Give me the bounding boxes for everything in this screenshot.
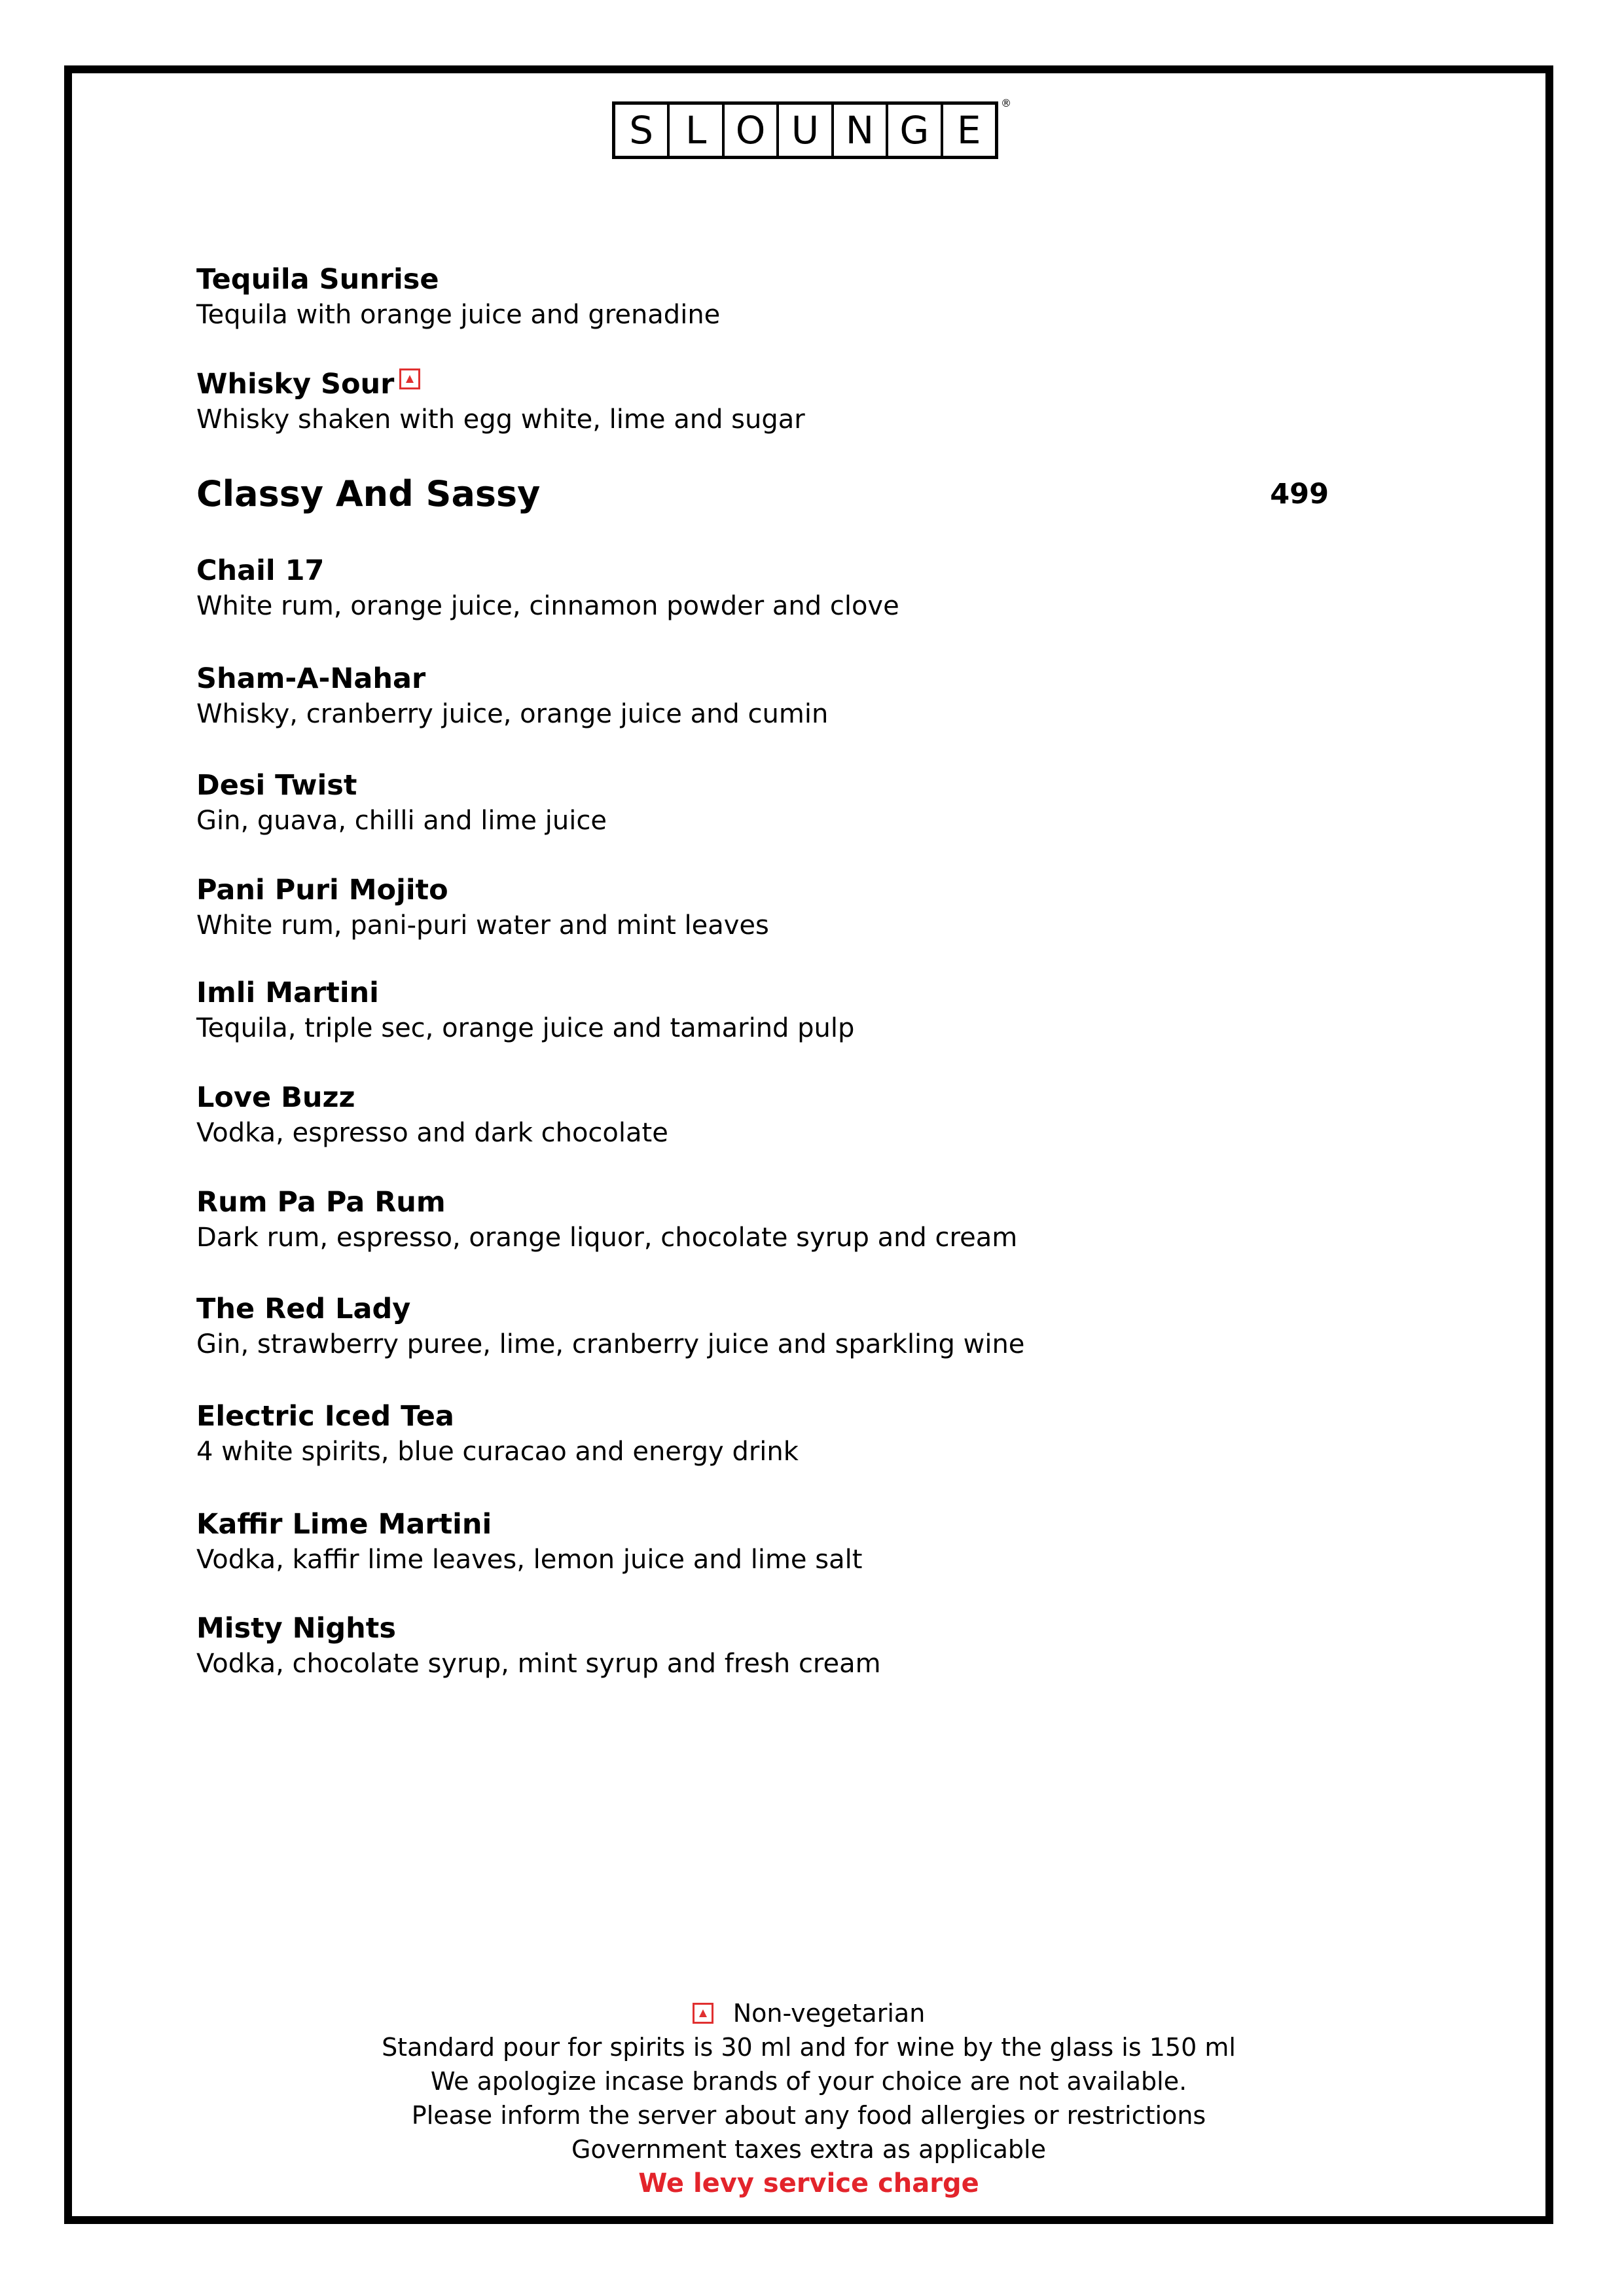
- item-description: Vodka, kaffir lime leaves, lemon juice and lime salt: [196, 1545, 863, 1575]
- non-veg-icon: [693, 2003, 713, 2024]
- section-price: 499: [1270, 478, 1329, 511]
- menu-item: [196, 975, 854, 1046]
- item-name: Misty Nights: [196, 1612, 396, 1645]
- registered-mark: ®: [1001, 97, 1011, 109]
- item-description: Vodka, espresso and dark chocolate: [196, 1118, 668, 1148]
- item-name: Chail 17: [196, 554, 325, 587]
- item-name: Sham-A-Nahar: [196, 662, 426, 695]
- menu-item: [196, 367, 805, 437]
- item-description: Whisky shaken with egg white, lime and sugar: [196, 404, 805, 435]
- item-description: Vodka, chocolate syrup, mint syrup and fresh cream: [196, 1649, 881, 1679]
- service-charge-notice: We levy service charge: [638, 2168, 979, 2198]
- legend-label: Non-vegetarian: [732, 1999, 926, 2028]
- footer-line: Please inform the server about any food allergies or restrictions: [411, 2101, 1206, 2130]
- item-name: Tequila Sunrise: [196, 263, 439, 296]
- section-title: Classy And Sassy: [196, 473, 541, 514]
- logo-letter: G: [888, 105, 943, 156]
- item-name: Kaffir Lime Martini: [196, 1508, 492, 1541]
- menu-item: [196, 661, 828, 732]
- menu-item: [196, 872, 769, 943]
- footer-notes: [64, 1996, 1553, 2200]
- item-name: The Red Lady: [196, 1293, 411, 1325]
- logo-letter: S: [615, 105, 670, 156]
- footer-line: We apologize incase brands of your choice are not available.: [430, 2067, 1187, 2096]
- menu-item: [196, 262, 720, 332]
- item-description: Gin, guava, chilli and lime juice: [196, 806, 607, 836]
- item-name: Desi Twist: [196, 769, 357, 802]
- section-header: [196, 471, 1329, 517]
- item-name: Imli Martini: [196, 977, 379, 1009]
- footer-line: Government taxes extra as applicable: [571, 2135, 1046, 2164]
- logo-letter: N: [834, 105, 888, 156]
- non-veg-icon: [399, 368, 420, 389]
- menu-item: [196, 1080, 668, 1151]
- item-name: Pani Puri Mojito: [196, 874, 448, 906]
- menu-item: [196, 1507, 862, 1577]
- brand-logo: [612, 101, 998, 159]
- non-veg-legend: [64, 1996, 1553, 2030]
- item-description: White rum, orange juice, cinnamon powder and clove: [196, 591, 899, 621]
- menu-item: [196, 1291, 1024, 1362]
- item-name: Whisky Sour: [196, 368, 395, 401]
- footer-line: Standard pour for spirits is 30 ml and for wine by the glass is 150 ml: [382, 2033, 1236, 2062]
- logo-letter: E: [956, 108, 981, 152]
- item-name-row: [196, 367, 805, 402]
- item-description: Whisky, cranberry juice, orange juice and cumin: [196, 699, 829, 729]
- logo-letter: U: [779, 105, 833, 156]
- menu-item: [196, 1399, 799, 1469]
- menu-item: [196, 553, 899, 624]
- item-description: Tequila with orange juice and grenadine: [196, 300, 721, 330]
- item-description: 4 white spirits, blue curacao and energy drink: [196, 1437, 799, 1467]
- item-name: Love Buzz: [196, 1081, 355, 1114]
- menu-item: [196, 1185, 1017, 1255]
- menu-item: [196, 1611, 881, 1681]
- logo-letter: L: [670, 105, 724, 156]
- item-name: Rum Pa Pa Rum: [196, 1186, 446, 1219]
- item-description: Dark rum, espresso, orange liquor, chocolate syrup and cream: [196, 1223, 1018, 1253]
- item-name: Electric Iced Tea: [196, 1400, 454, 1433]
- item-description: Gin, strawberry puree, lime, cranberry juice and sparkling wine: [196, 1329, 1025, 1359]
- logo-letter: O: [725, 105, 779, 156]
- item-description: White rum, pani-puri water and mint leaves: [196, 910, 769, 941]
- item-description: Tequila, triple sec, orange juice and tamarind pulp: [196, 1013, 855, 1043]
- menu-item: [196, 768, 607, 838]
